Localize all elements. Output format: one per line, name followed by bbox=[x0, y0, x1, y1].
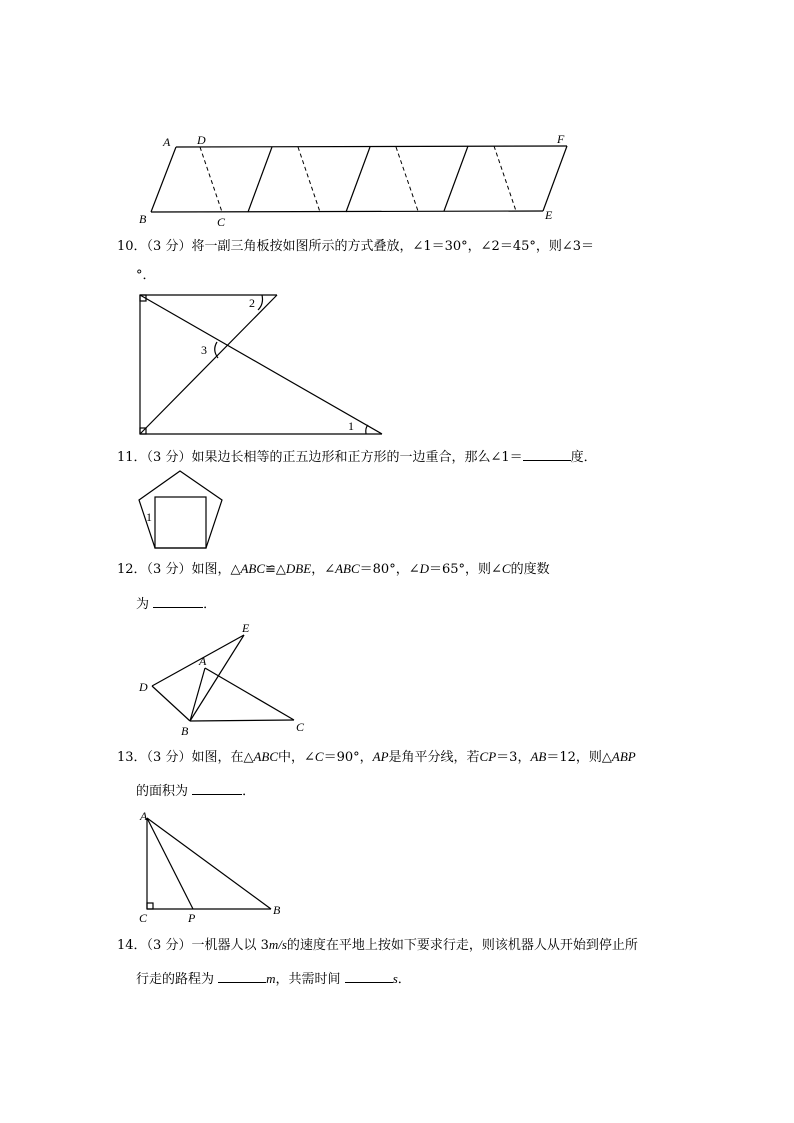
angle-label-3: 3 bbox=[201, 343, 207, 357]
q12-cong: ≌△ bbox=[265, 562, 286, 577]
q11-score: （3 分） bbox=[146, 450, 192, 465]
q13-text: 是角平分线，若 bbox=[388, 750, 480, 765]
q13-abp: ABP bbox=[611, 749, 636, 764]
q14-text: 的速度在平地上按如下要求行走，则该机器人从开始到停止所 bbox=[286, 938, 638, 953]
label-B: B bbox=[273, 903, 281, 917]
q12-number: 12． bbox=[117, 562, 147, 577]
q10-number: 10． bbox=[117, 239, 147, 254]
label-P: P bbox=[188, 911, 196, 925]
q12-d: D bbox=[419, 561, 429, 576]
q14-line2-text: ，共需时间 bbox=[275, 972, 341, 987]
angle-label-1: 1 bbox=[146, 510, 152, 524]
q14-unit: m/s bbox=[268, 937, 287, 952]
q13-ap: AP bbox=[372, 749, 389, 764]
q13-text: ＝12，则△ bbox=[546, 750, 612, 765]
q12-text: ，∠ bbox=[311, 562, 336, 577]
q12-text: ＝65°，则∠ bbox=[428, 562, 502, 577]
q12-abc2: ABC bbox=[335, 561, 360, 576]
q12-text: ＝80°，∠ bbox=[359, 562, 420, 577]
question-14 bbox=[117, 937, 638, 954]
q14-distance-blank[interactable] bbox=[218, 969, 266, 983]
q10-score: （3 分） bbox=[146, 239, 192, 254]
q13-text: 中，∠ bbox=[278, 750, 315, 765]
label-A: A bbox=[163, 135, 171, 149]
q12-line2-before: 为 bbox=[136, 597, 150, 612]
q14-text: 一机器人以 3 bbox=[191, 938, 269, 953]
q11-text-before: 如果边长相等的正五边形和正方形的一边重合，那么∠1＝ bbox=[191, 450, 523, 465]
segment-AB bbox=[147, 818, 271, 909]
q12-dbe: DBE bbox=[285, 561, 312, 576]
label-D: D bbox=[139, 680, 148, 694]
q13-abc: ABC bbox=[253, 749, 279, 764]
q14-unit-m: m bbox=[266, 971, 276, 986]
q11-text-after: 度． bbox=[570, 450, 597, 465]
right-angle-mark bbox=[147, 903, 153, 909]
label-E: E bbox=[242, 621, 250, 635]
q12-text: 如图，△ bbox=[191, 562, 241, 577]
label-B: B bbox=[181, 724, 189, 738]
q13-c: C bbox=[314, 749, 324, 764]
angle-label-1: 1 bbox=[348, 419, 354, 433]
q13-text: ＝3， bbox=[496, 750, 531, 765]
label-A: A bbox=[199, 654, 207, 668]
q13-text: 如图，在△ bbox=[191, 750, 254, 765]
q12-c: C bbox=[501, 561, 511, 576]
q13-text: ＝90°， bbox=[323, 750, 373, 765]
q14-number: 14． bbox=[117, 938, 147, 953]
q14-time-blank[interactable] bbox=[345, 969, 393, 983]
q10-text-line1: 将一副三角板按如图所示的方式叠放，∠1＝30°，∠2＝45°，则∠3＝ bbox=[191, 239, 595, 254]
q13-score: （3 分） bbox=[146, 750, 192, 765]
q12-abc: ABC bbox=[240, 561, 266, 576]
q13-ab: AB bbox=[530, 749, 547, 764]
q13-line2-before: 的面积为 bbox=[136, 784, 189, 799]
angle-label-2: 2 bbox=[249, 296, 255, 310]
label-F: F bbox=[557, 132, 565, 146]
q11-number: 11． bbox=[117, 450, 147, 465]
bisector-AP bbox=[147, 818, 193, 909]
question-14-line2 bbox=[136, 969, 411, 988]
label-B: B bbox=[139, 212, 147, 226]
q14-line2-text: 行走的路程为 bbox=[136, 972, 215, 987]
q12-line2-after: ． bbox=[203, 597, 217, 612]
q14-line2-text: ． bbox=[397, 972, 411, 987]
label-C: C bbox=[296, 720, 305, 734]
q14-score: （3 分） bbox=[146, 938, 192, 953]
q10-text-line2: °． bbox=[136, 268, 156, 283]
label-D: D bbox=[197, 133, 206, 147]
q13-line2-after: ． bbox=[242, 784, 256, 799]
label-E: E bbox=[545, 208, 553, 222]
q12-score: （3 分） bbox=[146, 562, 192, 577]
q13-number: 13． bbox=[117, 750, 147, 765]
label-C: C bbox=[217, 215, 226, 229]
q13-cp: CP bbox=[479, 749, 497, 764]
q12-text: 的度数 bbox=[510, 562, 550, 577]
label-A: A bbox=[140, 809, 148, 823]
q14-unit-s: s bbox=[392, 971, 398, 986]
label-C: C bbox=[139, 911, 148, 925]
